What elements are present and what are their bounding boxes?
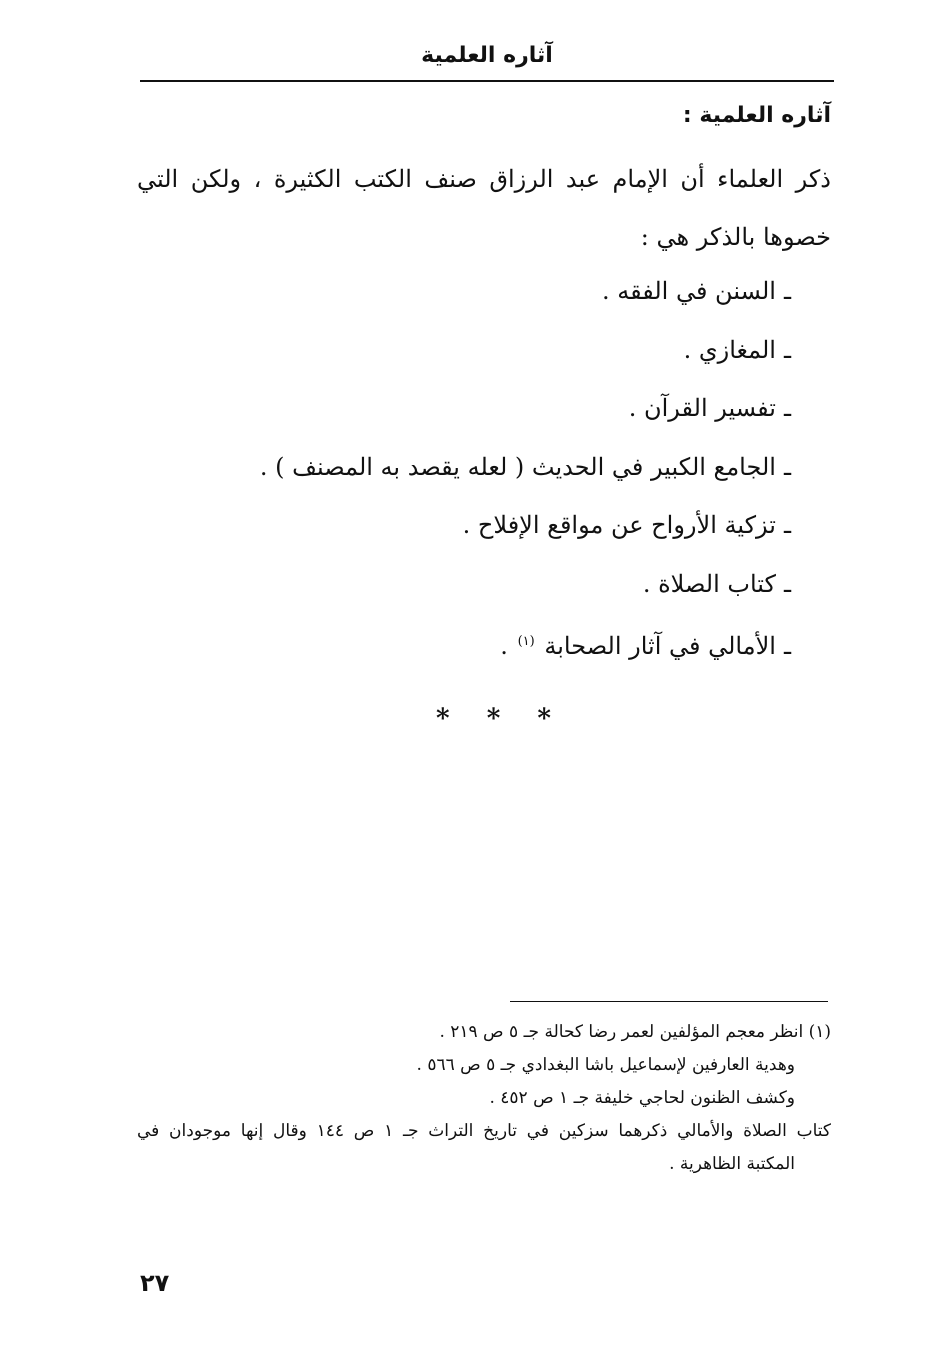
work-title: الجامع الكبير في الحديث ( لعله يقصد به المصنف ) . bbox=[259, 452, 776, 481]
footnote-line: المكتبة الظاهرية . bbox=[669, 1154, 795, 1174]
list-dash: ـ bbox=[783, 452, 791, 481]
work-item bbox=[260, 379, 791, 438]
list-dash: ـ bbox=[783, 394, 791, 422]
work-item bbox=[260, 613, 791, 672]
work-title: تزكية الأرواح عن مواقع الإفلاح . bbox=[462, 511, 776, 539]
work-item bbox=[260, 496, 791, 555]
footnotes bbox=[137, 1016, 831, 1181]
intro-paragraph: ذكر العلماء أن الإمام عبد الرزاق صنف الكتب الكثيرة ، ولكن التي خصوها بالذكر هي : bbox=[137, 165, 831, 251]
list-dash: ـ bbox=[783, 569, 791, 598]
work-item bbox=[260, 262, 791, 321]
header-rule bbox=[140, 80, 834, 82]
list-dash: ـ bbox=[783, 335, 791, 364]
footnote-line: (١) انظر معجم المؤلفين لعمر رضا كحالة جـ ٥ ص ٢١٩ . bbox=[439, 1022, 831, 1042]
footnote-line: وهدية العارفين لإسماعيل باشا البغدادي جـ ٥ ص ٥٦٦ . bbox=[416, 1055, 795, 1075]
section-heading: آثاره العلمية : bbox=[682, 103, 831, 128]
work-title: تفسير القرآن . bbox=[628, 394, 776, 422]
footnote-rule bbox=[510, 1001, 828, 1002]
work-item bbox=[260, 438, 791, 497]
work-item bbox=[260, 321, 791, 380]
work-title: السنن في الفقه . bbox=[601, 277, 776, 305]
work-title-tail: . bbox=[500, 632, 508, 660]
footnote-line: وكشف الظنون لحاجي خليفة جـ ١ ص ٤٥٢ . bbox=[489, 1088, 795, 1108]
footnote-line: كتاب الصلاة والأمالي ذكرهما سزكين في تاريخ التراث جـ ١ ص ١٤٤ وقال إنها موجودان في bbox=[137, 1121, 831, 1141]
work-item bbox=[260, 555, 791, 614]
list-dash: ـ bbox=[783, 632, 791, 660]
page-number: ٢٧ bbox=[140, 1269, 170, 1297]
work-title: كتاب الصلاة . bbox=[642, 569, 776, 598]
list-dash: ـ bbox=[783, 511, 791, 539]
footnote-marker: (١) bbox=[517, 634, 535, 649]
work-title: الأمالي في آثار الصحابة bbox=[544, 632, 776, 660]
section-separator: * * * bbox=[436, 704, 565, 734]
works-list bbox=[260, 262, 791, 672]
work-title: المغازي . bbox=[683, 335, 776, 364]
list-dash: ـ bbox=[783, 277, 791, 305]
running-title: آثاره العلمية bbox=[421, 43, 553, 68]
